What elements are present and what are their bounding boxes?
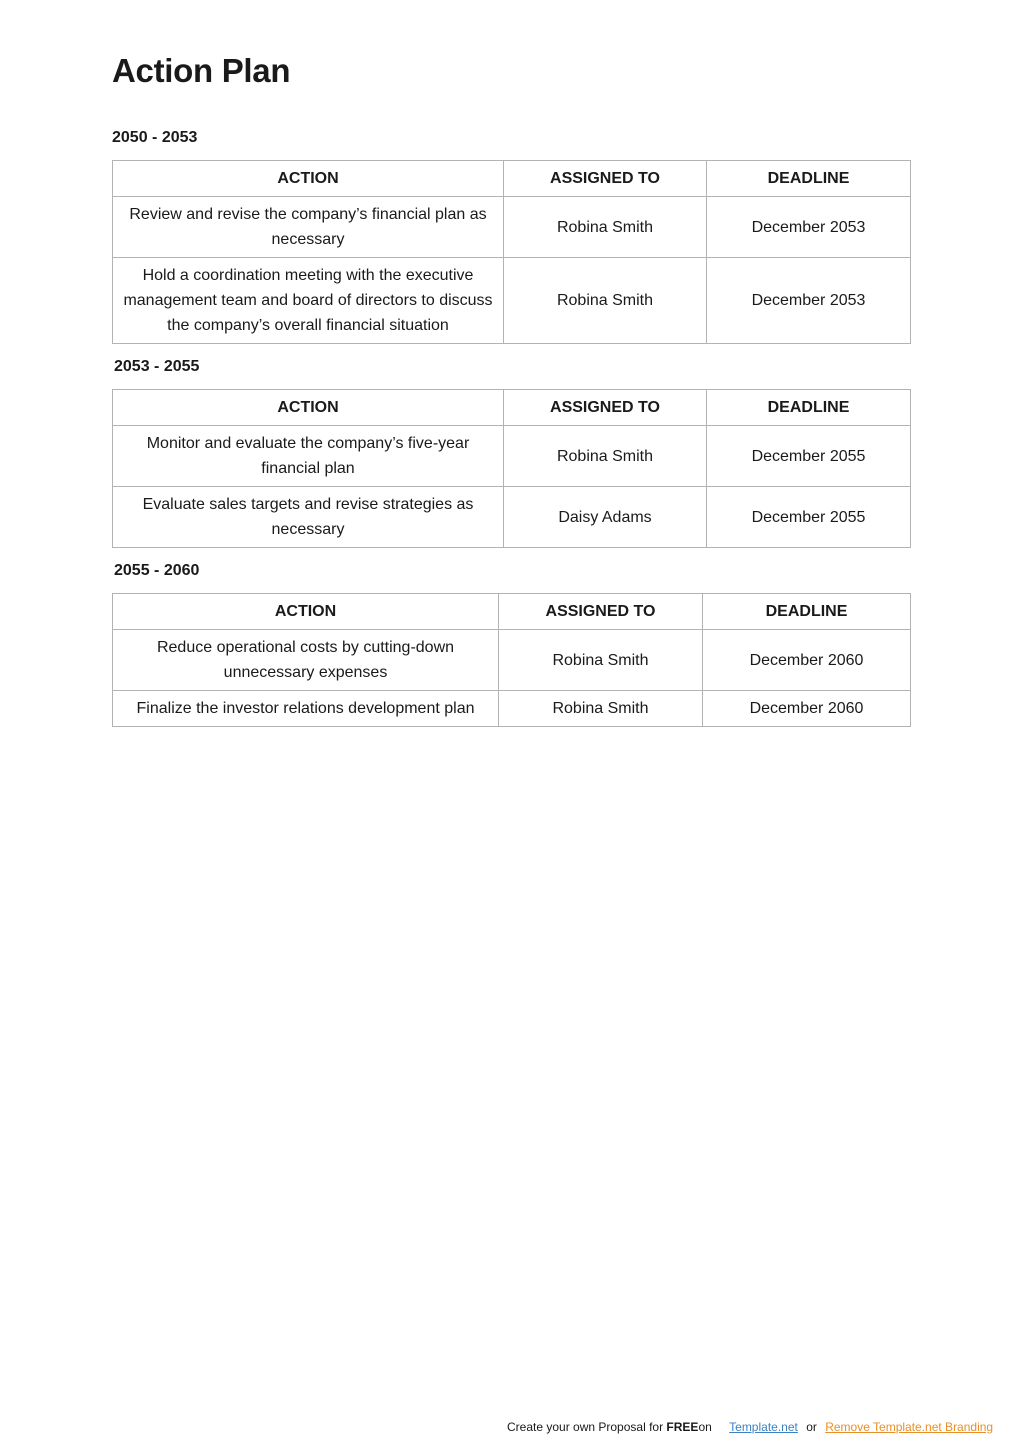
cell-deadline: December 2055 bbox=[707, 426, 911, 487]
footer-on: on bbox=[698, 1420, 712, 1434]
section-heading: 2053 - 2055 bbox=[114, 358, 200, 375]
remove-branding-link[interactable]: Remove Template.net Branding bbox=[825, 1420, 994, 1434]
column-header-assigned-to: ASSIGNED TO bbox=[499, 594, 703, 630]
table-row bbox=[113, 426, 911, 487]
page-title: Action Plan bbox=[112, 52, 291, 89]
template-net-link[interactable]: Template.net bbox=[729, 1420, 798, 1434]
cell-assigned-to: Robina Smith bbox=[504, 197, 707, 258]
column-header-action: ACTION bbox=[113, 594, 499, 630]
cell-deadline: December 2060 bbox=[703, 630, 911, 691]
cell-deadline: December 2053 bbox=[707, 197, 911, 258]
cell-action: Review and revise the company’s financial plan as necessary bbox=[113, 197, 504, 258]
column-header-assigned-to: ASSIGNED TO bbox=[504, 161, 707, 197]
table-row bbox=[113, 487, 911, 548]
column-header-deadline: DEADLINE bbox=[707, 390, 911, 426]
cell-action: Finalize the investor relations development plan bbox=[113, 691, 499, 727]
cell-assigned-to: Daisy Adams bbox=[504, 487, 707, 548]
table-row bbox=[113, 630, 911, 691]
footer-free: FREE bbox=[666, 1420, 699, 1434]
footer-branding bbox=[507, 1419, 993, 1435]
action-table bbox=[112, 389, 911, 548]
table-header-row bbox=[113, 594, 911, 630]
action-table bbox=[112, 593, 911, 727]
table-header-row bbox=[113, 390, 911, 426]
section-heading: 2055 - 2060 bbox=[114, 562, 200, 579]
section-heading: 2050 - 2053 bbox=[112, 129, 198, 146]
table-row bbox=[113, 197, 911, 258]
cell-assigned-to: Robina Smith bbox=[504, 258, 707, 344]
cell-assigned-to: Robina Smith bbox=[504, 426, 707, 487]
cell-deadline: December 2055 bbox=[707, 487, 911, 548]
cell-assigned-to: Robina Smith bbox=[499, 691, 703, 727]
cell-action: Reduce operational costs by cutting-down unnecessary expenses bbox=[113, 630, 499, 691]
table-header-row bbox=[113, 161, 911, 197]
cell-action: Monitor and evaluate the company’s five-year financial plan bbox=[113, 426, 504, 487]
cell-action: Hold a coordination meeting with the executive management team and board of directors to discuss the company’s overall financial situation bbox=[113, 258, 504, 344]
cell-action: Evaluate sales targets and revise strategies as necessary bbox=[113, 487, 504, 548]
table-row bbox=[113, 691, 911, 727]
cell-deadline: December 2060 bbox=[703, 691, 911, 727]
column-header-deadline: DEADLINE bbox=[703, 594, 911, 630]
column-header-action: ACTION bbox=[113, 390, 504, 426]
cell-deadline: December 2053 bbox=[707, 258, 911, 344]
action-table bbox=[112, 160, 911, 344]
column-header-deadline: DEADLINE bbox=[707, 161, 911, 197]
footer-or: or bbox=[806, 1420, 817, 1434]
footer-prefix: Create your own Proposal for bbox=[507, 1420, 664, 1434]
column-header-action: ACTION bbox=[113, 161, 504, 197]
table-row bbox=[113, 258, 911, 344]
column-header-assigned-to: ASSIGNED TO bbox=[504, 390, 707, 426]
cell-assigned-to: Robina Smith bbox=[499, 630, 703, 691]
